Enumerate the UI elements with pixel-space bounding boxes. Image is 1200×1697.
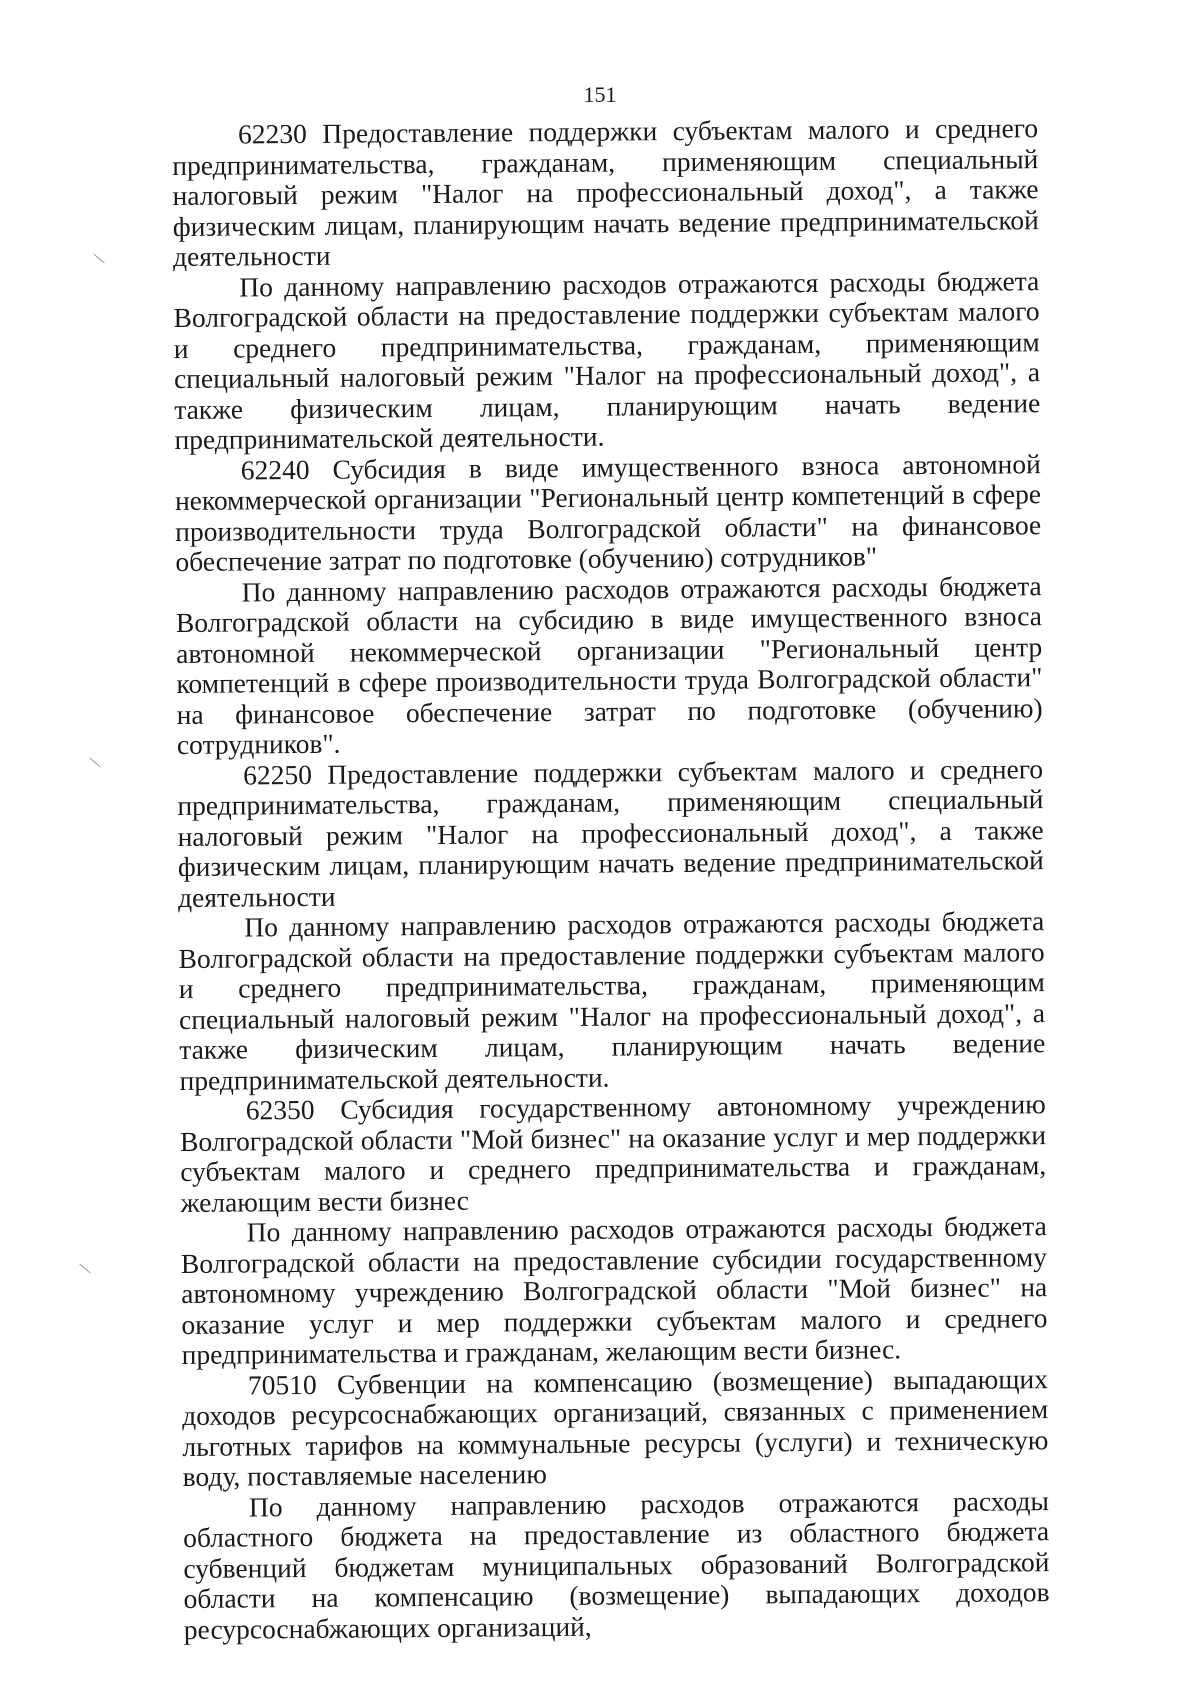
heading-62250: 62250 Предоставление поддержки субъектам малого и среднего предпринимательства, гражданам, применяющим специальный налоговый режим "Налог на профессиональный доход", а также физическим лицам, планирующим начать ведение предпринимательской деятельности <box>177 752 1044 913</box>
scan-mark <box>89 758 100 768</box>
description-62240: По данному направлению расходов отражаются расходы бюджета Волгоградской области на субсидию в виде имущественного взноса автономной некоммерческой организации "Региональный центр компетенций в сфере производительности труда Волгоградской области" на финансовое обеспечение затрат по подготовке (обучению) сотрудников". <box>175 569 1043 760</box>
description-62250: По данному направлению расходов отражаются расходы бюджета Волгоградской области на предоставление поддержки субъектам малого и среднего предпринимательства, гражданам, применяющим специальный налоговый режим "Налог на профессиональный доход", а также физическим лицам, планирующим начать ведение предпринимательской деятельности. <box>178 905 1046 1096</box>
description-62350: По данному направлению расходов отражаются расходы бюджета Волгоградской области на предоставление субсидии государственному автономному учреждению Волгоградской области "Мой бизнес" на оказание услуг и мер поддержки субъектам малого и среднего предпринимательства и гражданам, желающим вести бизнес. <box>180 1210 1048 1370</box>
heading-62230: 62230 Предоставление поддержки субъектам малого и среднего предпринимательства, гражданам, применяющим специальный налоговый режим "Налог на профессиональный доход", а также физическим лицам, планирующим начать ведение предпринимательской деятельности <box>172 112 1039 272</box>
scan-mark <box>93 254 104 264</box>
heading-62350: 62350 Субсидия государственному автономному учреждению Волгоградской области "Мой бизнес" на оказание услуг и мер поддержки субъектам малого и среднего предпринимательства и гражданам, желающим вести бизнес <box>179 1088 1047 1218</box>
heading-62240: 62240 Субсидия в виде имущественного взноса автономной некоммерческой организации "Региональный центр компетенций в сфере производительности труда Волгоградской области" на финансовое обеспечение затрат по подготовке (обучению) сотрудников" <box>174 447 1042 577</box>
scan-mark <box>79 1264 90 1274</box>
description-70510: По данному направлению расходов отражаются расходы областного бюджета на предоставление из областного бюджета субвенций бюджетам муниципальных образований Волгоградской области на компенсацию (возмещение) выпадающих доходов ресурсоснабжающих организаций, <box>183 1484 1050 1645</box>
heading-70510: 70510 Субвенции на компенсацию (возмещение) выпадающих доходов ресурсоснабжающих организаций, связанных с применением льготных тарифов на коммунальные ресурсы (услуги) и техническую воду, поставляемые населению <box>182 1362 1049 1492</box>
page-number: 151 <box>583 82 617 107</box>
description-62230: По данному направлению расходов отражаются расходы бюджета Волгоградской области на предоставление поддержки субъектам малого и среднего предпринимательства, гражданам, применяющим специальный налоговый режим "Налог на профессиональный доход", а также физическим лицам, планирующим начать ведение предпринимательской деятельности. <box>173 264 1041 455</box>
document-body <box>172 113 1050 1645</box>
